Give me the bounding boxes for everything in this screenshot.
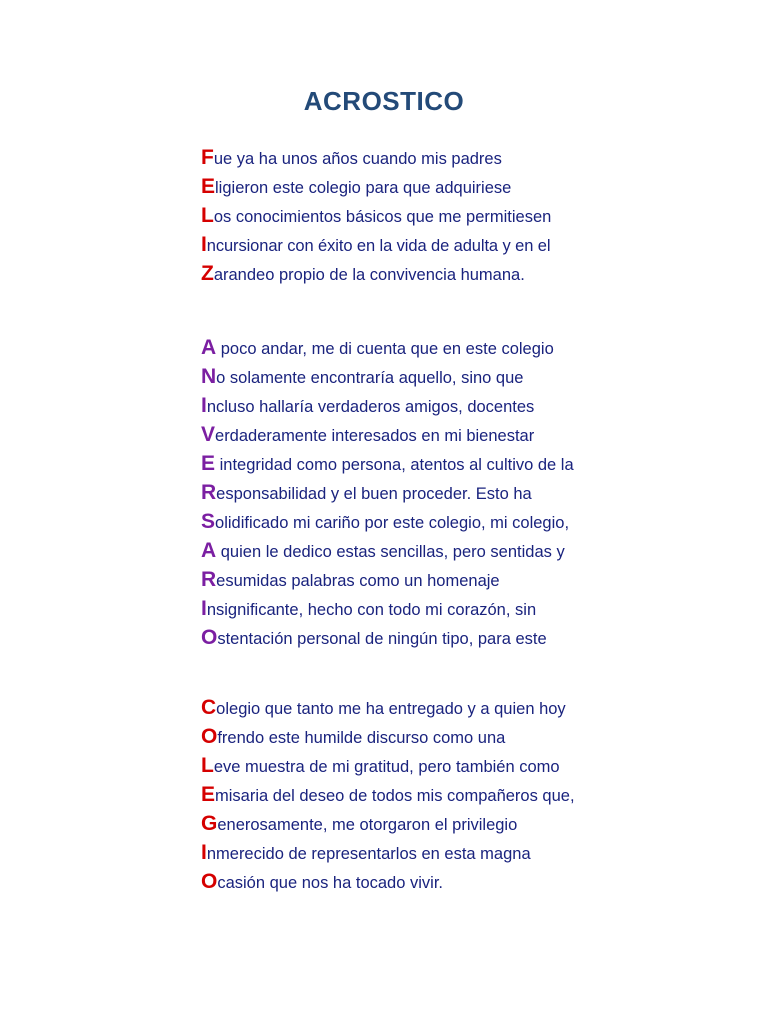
poem-line-text: frendo este humilde discurso como una	[217, 729, 506, 747]
poem-line-text: integridad como persona, atentos al cultivo de la	[215, 456, 574, 474]
poem-line	[201, 143, 741, 172]
poem-line-text: os conocimientos básicos que me permitiesen	[213, 208, 552, 226]
poem-line	[201, 565, 741, 594]
poem-line	[201, 201, 741, 230]
poem-line	[201, 362, 741, 391]
poem-line	[201, 420, 741, 449]
acrostic-initial: O	[201, 870, 218, 893]
acrostic-initial: L	[201, 754, 214, 777]
poem-line-text: esponsabilidad y el buen proceder. Esto ha	[216, 485, 532, 503]
poem-line-text: nsignificante, hecho con todo mi corazón, sin	[206, 601, 537, 619]
stanza-aniversario	[201, 333, 741, 652]
acrostic-initial: L	[201, 204, 214, 227]
poem-line-text: poco andar, me di cuenta que en este colegio	[216, 340, 554, 358]
acrostic-initial: N	[201, 365, 217, 388]
acrostic-initial: A	[201, 539, 217, 562]
acrostic-initial: F	[201, 146, 214, 169]
acrostic-initial: Z	[201, 262, 214, 285]
acrostic-initial: V	[201, 423, 216, 446]
poem-line-text: ncursionar con éxito en la vida de adulta y en el	[206, 237, 551, 255]
poem-line-text: quien le dedico estas sencillas, pero sentidas y	[216, 543, 565, 561]
page-title: ACROSTICO	[303, 86, 465, 116]
poem-line	[201, 751, 741, 780]
poem-line	[201, 722, 741, 751]
acrostic-initial: G	[201, 812, 218, 835]
poem-line	[201, 449, 741, 478]
poem-line-text: arandeo propio de la convivencia humana.	[213, 266, 525, 284]
poem-line	[201, 867, 741, 896]
poem-line	[201, 230, 741, 259]
poem-line	[201, 594, 741, 623]
acrostic-initial: E	[201, 452, 216, 475]
poem-line-text: ligieron este colegio para que adquiriese	[215, 179, 512, 197]
acrostic-initial: I	[201, 394, 207, 417]
poem-line-text: olegio que tanto me ha entregado y a quien hoy	[216, 700, 566, 718]
poem-line-text: olidificado mi cariño por este colegio, mi colegio,	[215, 514, 570, 532]
acrostic-initial: S	[201, 510, 216, 533]
poem-line	[201, 172, 741, 201]
poem-line-text: misaria del deseo de todos mis compañeros que,	[215, 787, 575, 805]
acrostic-initial: E	[201, 175, 216, 198]
poem-line	[201, 478, 741, 507]
poem-line	[201, 693, 741, 722]
poem-line	[201, 333, 741, 362]
stanza-colegio	[201, 693, 741, 896]
poem-line-text: casión que nos ha tocado vivir.	[217, 874, 443, 892]
poem-line-text: ue ya ha unos años cuando mis padres	[213, 150, 502, 168]
poem-line-text: esumidas palabras como un homenaje	[216, 572, 500, 590]
poem-line-text: eve muestra de mi gratitud, pero también como	[213, 758, 560, 776]
acrostic-initial: I	[201, 841, 207, 864]
acrostic-initial: O	[201, 725, 218, 748]
poem-line-text: enerosamente, me otorgaron el privilegio	[217, 816, 518, 834]
poem-line	[201, 536, 741, 565]
poem-line	[201, 809, 741, 838]
acrostic-initial: R	[201, 481, 217, 504]
poem-line	[201, 623, 741, 652]
poem-line	[201, 507, 741, 536]
stanza-felicidad	[201, 143, 741, 288]
poem-line	[201, 780, 741, 809]
poem-line	[201, 259, 741, 288]
acrostic-initial: E	[201, 783, 216, 806]
acrostic-initial: R	[201, 568, 217, 591]
poem-line-text: erdaderamente interesados en mi bienestar	[215, 427, 535, 445]
acrostic-initial: A	[201, 336, 217, 359]
poem-line-text: ncluso hallaría verdaderos amigos, docentes	[206, 398, 535, 416]
acrostic-initial: I	[201, 233, 207, 256]
acrostic-initial: O	[201, 626, 218, 649]
poem-line	[201, 391, 741, 420]
poem-line	[201, 838, 741, 867]
poem-line-text: stentación personal de ningún tipo, para este	[217, 630, 547, 648]
acrostic-initial: C	[201, 696, 217, 719]
poem-line-text: o solamente encontraría aquello, sino que	[216, 369, 524, 387]
acrostic-initial: I	[201, 597, 207, 620]
poem-line-text: nmerecido de representarlos en esta magna	[206, 845, 531, 863]
